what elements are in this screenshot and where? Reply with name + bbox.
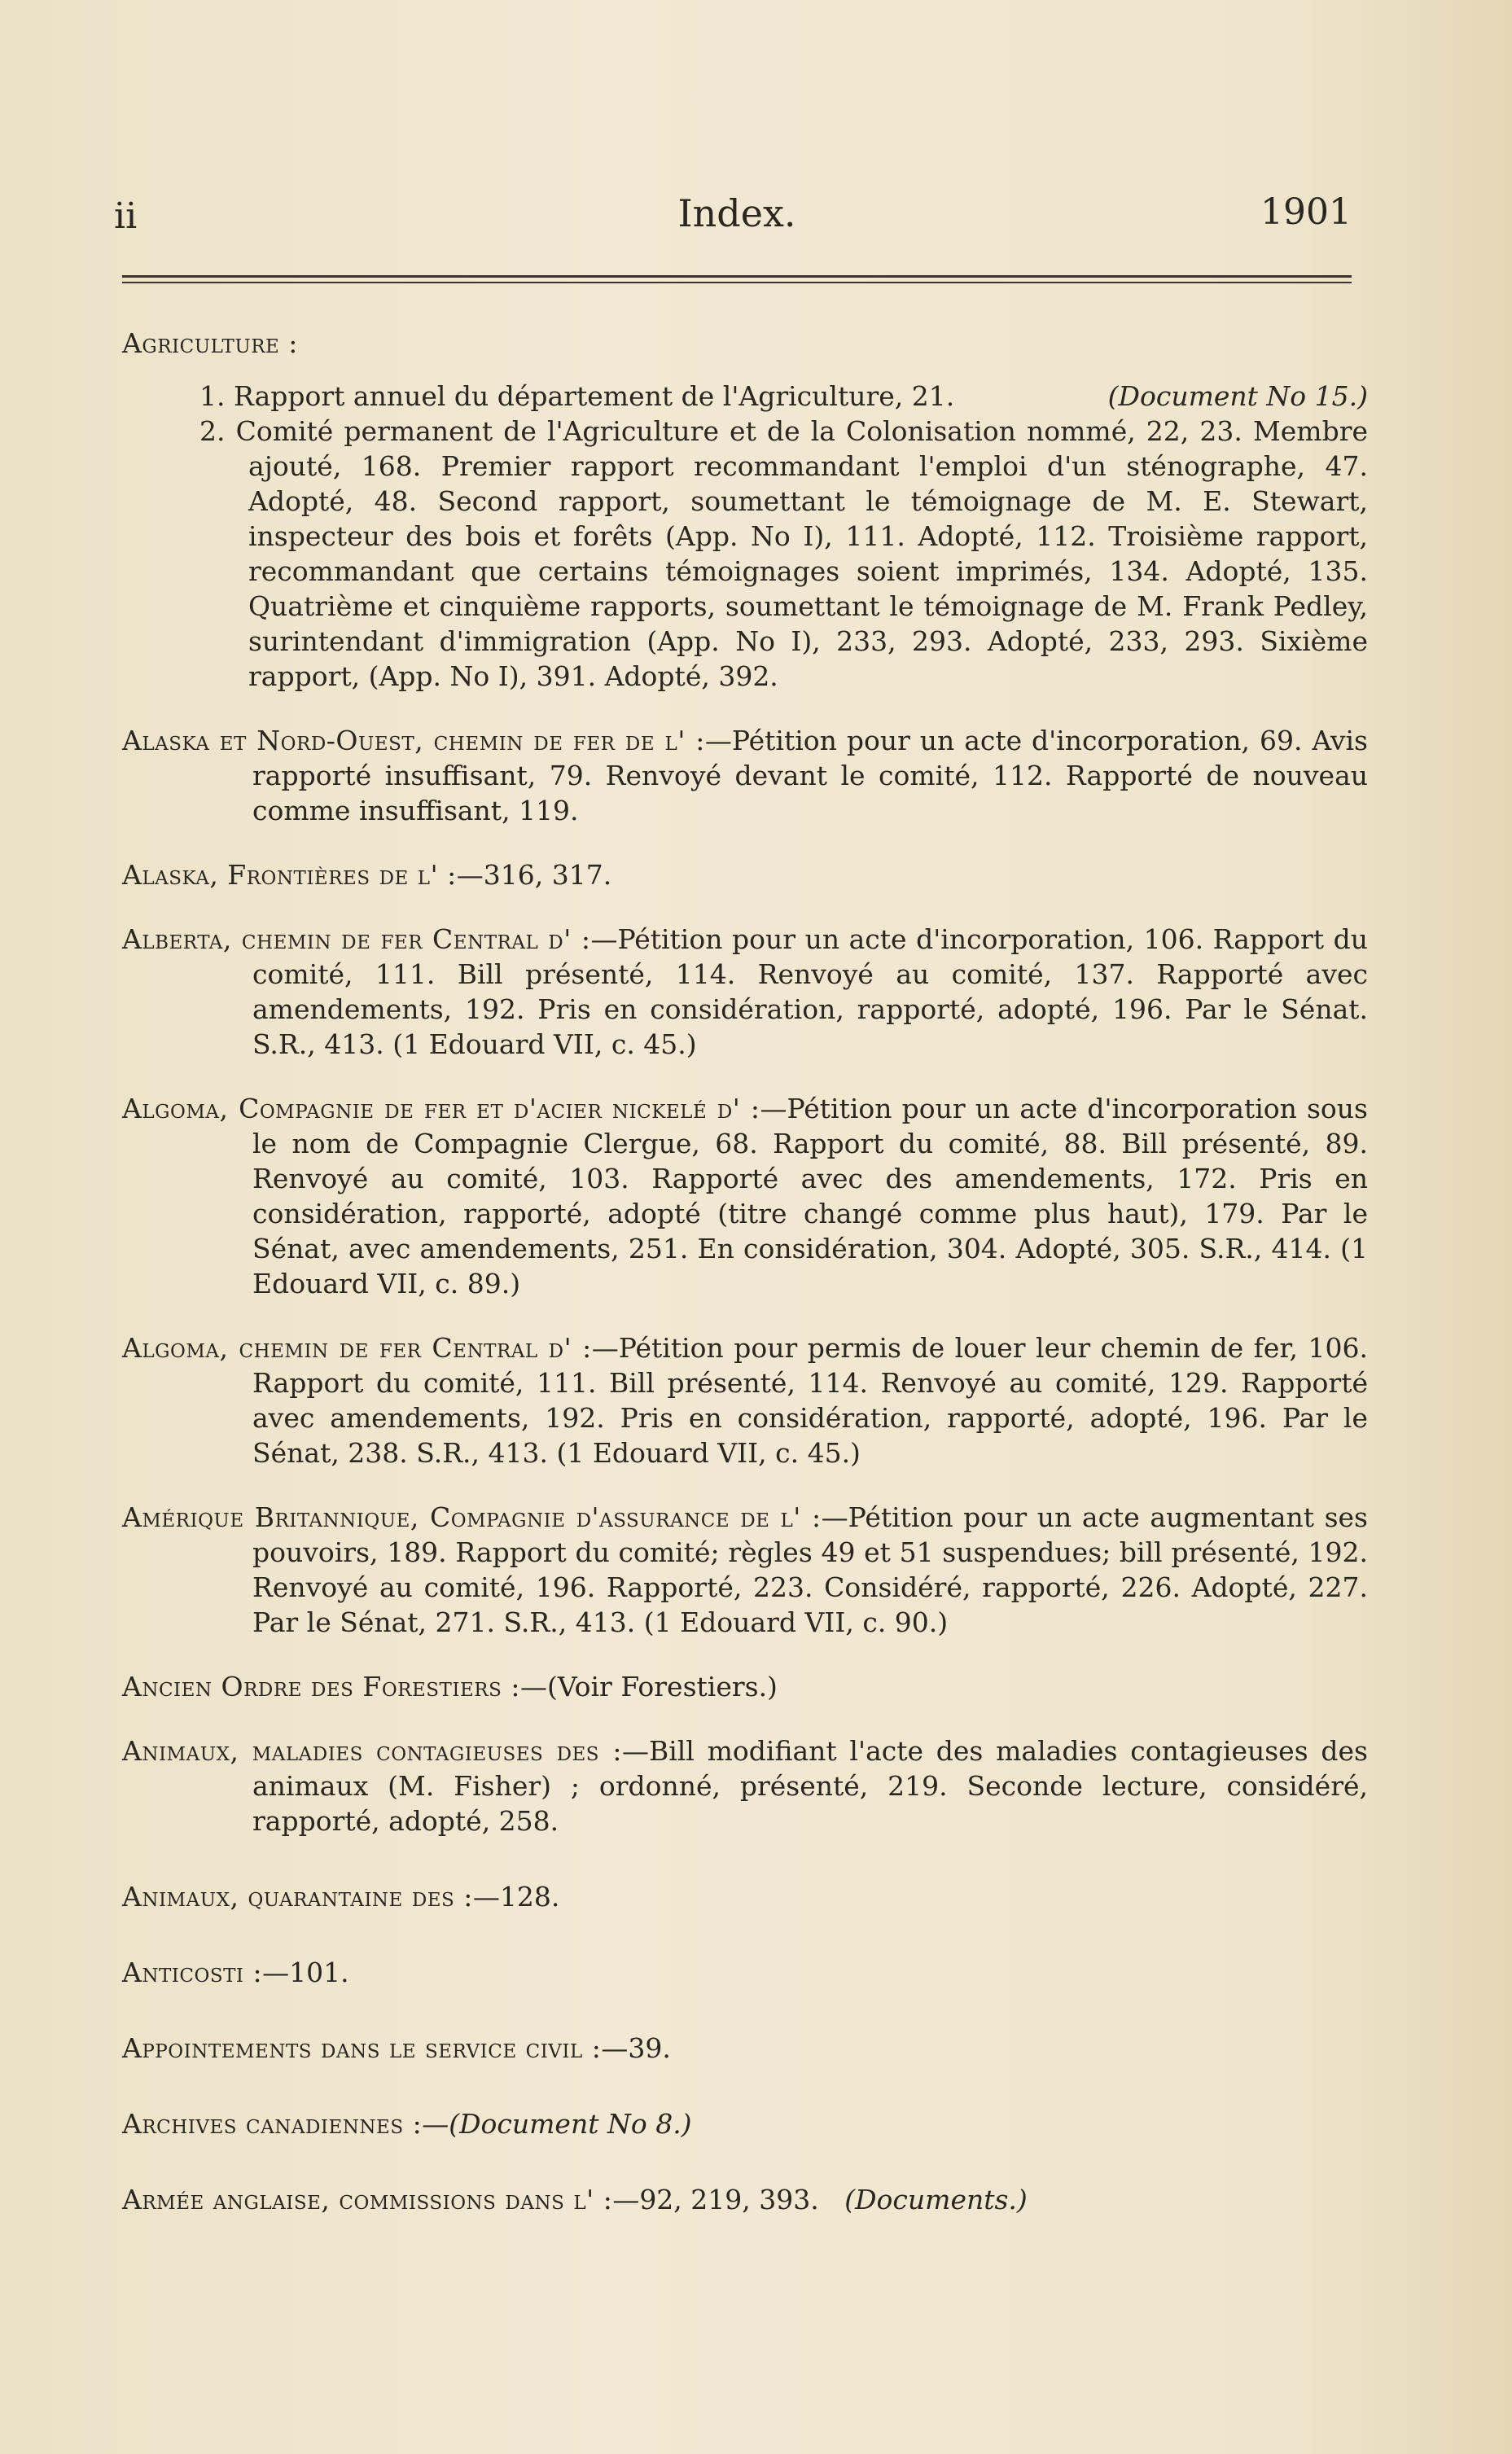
entry-heading: Armée anglaise, commissions dans l' : bbox=[122, 2184, 613, 2215]
header-rule-double bbox=[122, 282, 1352, 283]
running-header bbox=[114, 187, 1360, 252]
entry-heading: Alberta, chemin de fer Central d' : bbox=[122, 923, 591, 955]
entry-text: —Pétition pour permis de louer leur chemin de fer, 106. Rapport du comité, 111. Bill présenté, 114. Renvoyé au comité, 129. Rapporté avec amendements, 192. Pris en considération, rapporté, adopté, 196. Par le Sénat, 238. S.R., 413. (1 Edouard VII, c. 45.) bbox=[252, 1332, 1368, 1469]
index-entry bbox=[122, 2106, 1368, 2141]
entry-text: —Pétition pour un acte augmentant ses pouvoirs, 189. Rapport du comité; règles 49 et 51 suspendues; bill présenté, 192. Renvoyé au comité, 196. Rapporté, 223. Considéré, rapporté, 226. Adopté, 227. Par le Sénat, 271. S.R., 413. (1 Edouard VII, c. 90.) bbox=[252, 1501, 1368, 1638]
index-entry bbox=[122, 1330, 1368, 1470]
entry-text: —(Voir Forestiers.) bbox=[519, 1671, 778, 1702]
index-entry bbox=[122, 1669, 1368, 1704]
entry-text: —316, 317. bbox=[456, 859, 612, 891]
index-entries bbox=[122, 326, 1368, 2246]
index-entry bbox=[122, 1091, 1368, 1301]
index-entry bbox=[122, 1733, 1368, 1838]
entry-text: —Pétition pour un acte d'incorporation sous le nom de Compagnie Clergue, 68. Rapport du comité, 88. Bill présenté, 89. Renvoyé au comité, 103. Rapporté avec des amendements, 172. Pris en considération, rapporté, adopté (titre changé comme plus haut), 179. Par le Sénat, avec amendements, 251. En considération, 304. Adopté, 305. S.R., 414. (1 Edouard VII, c. 89.) bbox=[252, 1093, 1368, 1299]
page-title: Index. bbox=[677, 191, 796, 235]
index-entry bbox=[122, 326, 1368, 694]
entry-heading: Alaska, Frontières de l' : bbox=[122, 859, 457, 891]
entry-subitem bbox=[122, 379, 1368, 414]
entry-text: —92, 219, 393. bbox=[612, 2184, 819, 2215]
entry-text: —128. bbox=[472, 1881, 560, 1913]
entry-heading: Alaska et Nord-Ouest, chemin de fer de l' : bbox=[122, 725, 705, 756]
index-entry bbox=[122, 2182, 1368, 2217]
entry-heading: Appointements dans le service civil : bbox=[122, 2032, 602, 2064]
page-number: ii bbox=[114, 195, 138, 237]
index-entry bbox=[122, 857, 1368, 892]
entry-heading: Animaux, quarantaine des : bbox=[122, 1881, 473, 1913]
entry-heading: Amérique Britannique, Compagnie d'assurance de l' : bbox=[122, 1501, 822, 1533]
entry-text: —(Document No 8.) bbox=[422, 2108, 692, 2140]
entry-subitem-text: 1. Rapport annuel du département de l'Agriculture, 21. bbox=[199, 380, 955, 412]
entry-heading: Algoma, Compagnie de fer et d'acier nickelé d' : bbox=[122, 1093, 760, 1124]
entry-text: —Bill modifiant l'acte des maladies contagieuses des animaux (M. Fisher) ; ordonné, présenté, 219. Seconde lecture, considéré, rapporté, adopté, 258. bbox=[252, 1735, 1368, 1837]
entry-heading: Anticosti : bbox=[122, 1957, 263, 1988]
header-year: 1901 bbox=[1260, 191, 1352, 233]
index-entry bbox=[122, 723, 1368, 828]
entry-text: —Pétition pour un acte d'incorporation, 106. Rapport du comité, 111. Bill présenté, 114. Renvoyé au comité, 137. Rapporté avec amendements, 192. Pris en considération, rapporté, adopté, 196. Par le Sénat. S.R., 413. (1 Edouard VII, c. 45.) bbox=[252, 923, 1369, 1060]
entry-text: —Pétition pour un acte d'incorporation, 69. Avis rapporté insuffisant, 79. Renvoyé devant le comité, 112. Rapporté de nouveau comme insuffisant, 119. bbox=[252, 725, 1368, 826]
entry-subitem-text: 2. Comité permanent de l'Agriculture et de la Colonisation nommé, 22, 23. Membre ajouté, 168. Premier rapport recommandant l'emploi d'un sténographe, 47. Adopté, 48. Second rapport, soumettant le témoignage de M. E. Stewart, inspecteur des bois et forêts (App. No I), 111. Adopté, 112. Troisième rapport, recommandant que certains témoignages soient imprimés, 134. Adopté, 135. Quatrième et cinquième rapports, soumettant le témoignage de M. Frank Pedley, surintendant d'immigration (App. No I), 233, 293. Adopté, 233, 293. Sixième rapport, (App. No I), 391. Adopté, 392. bbox=[199, 415, 1368, 692]
header-rule bbox=[122, 275, 1352, 278]
entry-heading: Animaux, maladies contagieuses des : bbox=[122, 1735, 622, 1767]
entry-heading: Archives canadiennes : bbox=[122, 2108, 423, 2140]
index-entry bbox=[122, 1879, 1368, 1914]
entry-text: —39. bbox=[601, 2032, 671, 2064]
entry-heading: Agriculture : bbox=[122, 327, 298, 359]
entry-subitem bbox=[122, 414, 1368, 694]
document-ref: (Documents.) bbox=[844, 2184, 1028, 2215]
entry-text: —101. bbox=[262, 1957, 349, 1988]
index-entry bbox=[122, 1955, 1368, 1990]
document-ref: (Document No 15.) bbox=[1107, 380, 1368, 412]
index-entry bbox=[122, 2031, 1368, 2066]
entry-heading: Algoma, chemin de fer Central d' : bbox=[122, 1332, 592, 1364]
index-entry bbox=[122, 922, 1368, 1062]
entry-heading: Ancien Ordre des Forestiers : bbox=[122, 1671, 520, 1702]
index-entry bbox=[122, 1500, 1368, 1640]
